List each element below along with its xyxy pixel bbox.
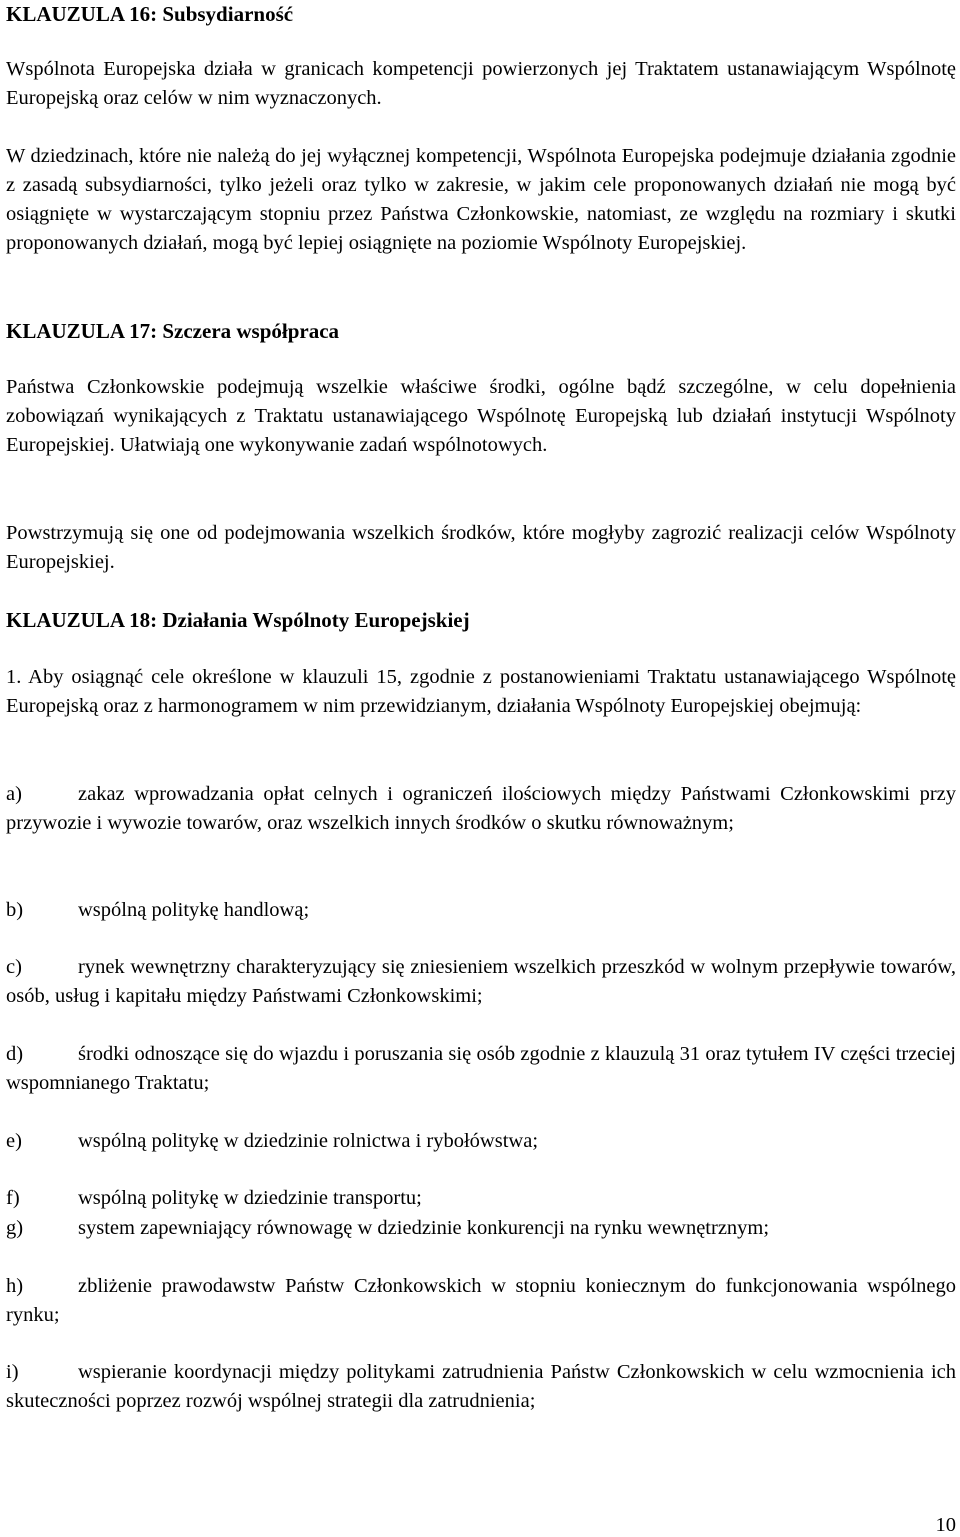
list-item	[6, 1358, 956, 1416]
list-item-marker: i)	[6, 1361, 19, 1383]
clause-16-paragraph-1: Wspólnota Europejska działa w granicach kompetencji powierzonych jej Traktatem ustanawiającym Wspólnotę Europejską oraz celów w nim wyznaczonych.	[6, 58, 956, 109]
list-item-text: wspólną politykę handlową;	[78, 899, 310, 921]
clause-16-paragraph-2: W dziedzinach, które nie należą do jej wyłącznej kompetencji, Wspólnota Europejska podejmuje działania zgodnie z zasadą subsydiarności, tylko jeżeli oraz tylko w zakresie, w jakim cele proponowanych działań nie mogą być osiągnięte w wystarczającym stopniu przez Państwa Członkowskie, natomiast, ze względu na rozmiary i skutki proponowanych działań, mogą być lepiej osiągnięte na poziomie Wspólnoty Europejskiej.	[6, 145, 956, 254]
list-item	[6, 780, 956, 838]
clause-18-heading: KLAUZULA 18: Działania Wspólnoty Europejskiej	[6, 608, 470, 632]
list-item-marker: g)	[6, 1217, 24, 1239]
list-item-text: wspólną politykę w dziedzinie transportu;	[78, 1187, 422, 1209]
list-item	[6, 1184, 956, 1213]
clause-18-paragraph-1: 1. Aby osiągnąć cele określone w klauzuli 15, zgodnie z postanowieniami Traktatu ustanawiającego Wspólnotę Europejską oraz z harmonogramem w nim przewidzianym, działania Wspólnoty Europejskiej obejmują:	[6, 666, 956, 717]
clause-17-paragraph-1: Państwa Członkowskie podejmują wszelkie właściwe środki, ogólne bądź szczególne, w celu dopełnienia zobowiązań wynikających z Traktatu ustanawiającego Wspólnotę Europejską lub działań instytucji Wspólnoty Europejskiej. Ułatwiają one wykonywanie zadań wspólnotowych.	[6, 376, 956, 456]
list-item-marker: b)	[6, 899, 24, 921]
page-number: 10	[935, 1514, 956, 1536]
list-item	[6, 1214, 956, 1243]
list-item-text: rynek wewnętrzny charakteryzujący się zniesieniem wszelkich przeszkód w wolnym przepływie towarów, osób, usług i kapitału między Państwami Członkowskimi;	[6, 956, 956, 1007]
list-item-marker: d)	[6, 1043, 24, 1065]
list-item	[6, 1127, 956, 1156]
list-item-marker: e)	[6, 1130, 22, 1152]
list-item	[6, 896, 956, 925]
list-item	[6, 1040, 956, 1098]
list-item-marker: h)	[6, 1275, 24, 1297]
clause-17-heading: KLAUZULA 17: Szczera współpraca	[6, 319, 340, 343]
list-item-text: zbliżenie prawodawstw Państw Członkowskich w stopniu koniecznym do funkcjonowania wspólnego rynku;	[6, 1275, 956, 1326]
list-item-text: wspieranie koordynacji między politykami zatrudnienia Państw Członkowskich w celu wzmocnienia ich skuteczności poprzez rozwój wspólnej strategii dla zatrudnienia;	[6, 1361, 956, 1412]
clause-17-paragraph-2: Powstrzymują się one od podejmowania wszelkich środków, które mogłyby zagrozić realizacji celów Wspólnoty Europejskiej.	[6, 522, 956, 573]
list-item	[6, 953, 956, 1011]
list-item-text: środki odnoszące się do wjazdu i poruszania się osób zgodnie z klauzulą 31 oraz tytułem IV części trzeciej wspomnianego Traktatu;	[6, 1043, 956, 1094]
list-item-text: system zapewniający równowagę w dziedzinie konkurencji na rynku wewnętrznym;	[78, 1217, 770, 1239]
list-item	[6, 1272, 956, 1330]
list-item-marker: a)	[6, 783, 22, 805]
list-item-marker: c)	[6, 956, 22, 978]
list-item-marker: f)	[6, 1187, 20, 1209]
clause-16-heading: KLAUZULA 16: Subsydiarność	[6, 2, 294, 26]
list-item-text: wspólną politykę w dziedzinie rolnictwa i rybołówstwa;	[78, 1130, 539, 1152]
list-item-text: zakaz wprowadzania opłat celnych i ograniczeń ilościowych między Państwami Członkowskimi przy przywozie i wywozie towarów, oraz wszelkich innych środków o skutku równoważnym;	[6, 783, 956, 834]
